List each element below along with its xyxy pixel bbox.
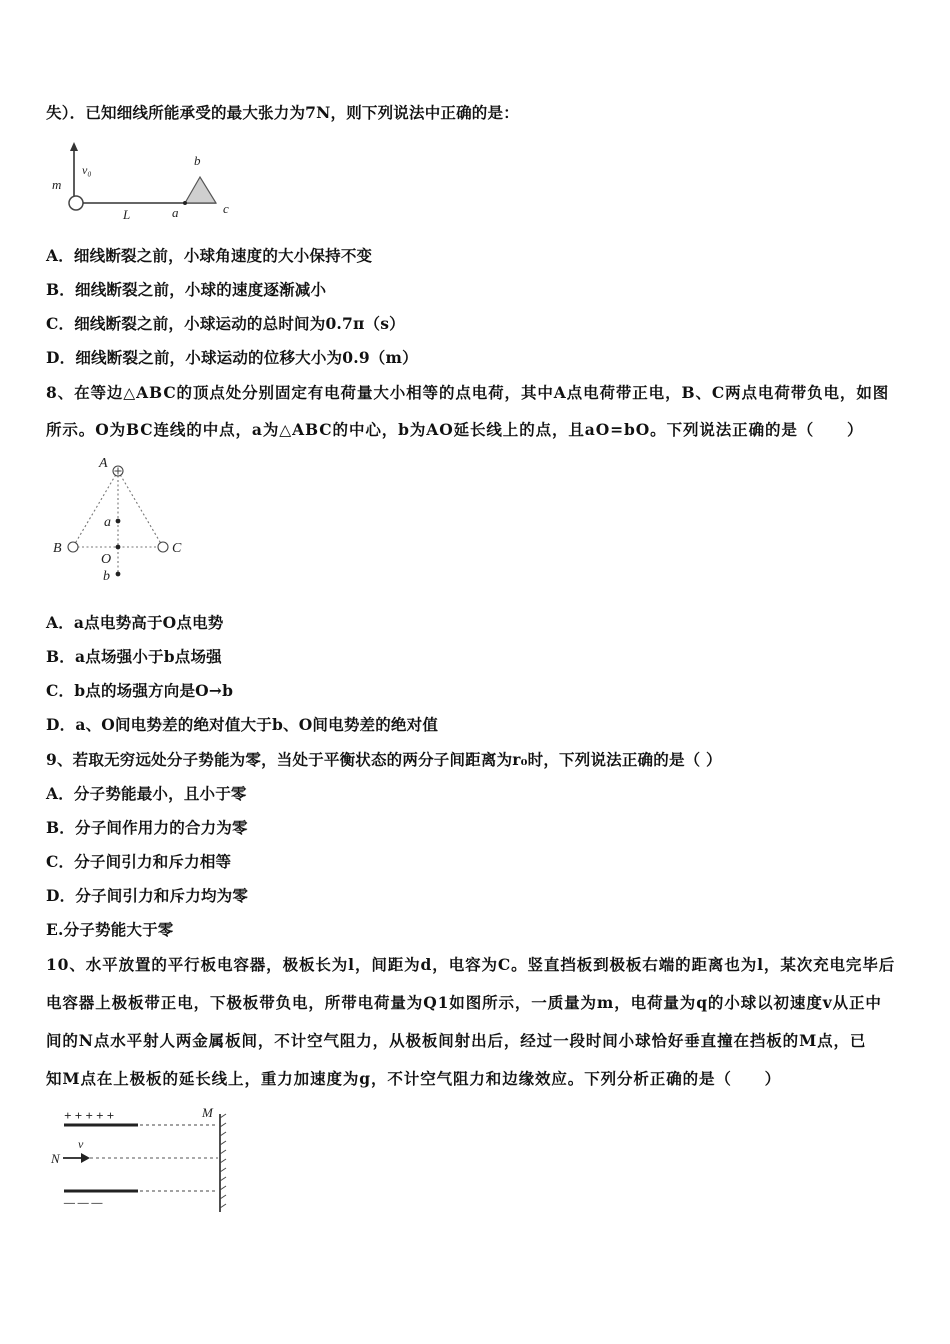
- q7-label-v0: v₀: [82, 163, 92, 177]
- q10-stem-line2: 电容器上极板带正电，下极板带负电，所带电荷量为Q1如图所示，一质量为m，电荷量为q的小球以初速度v从正中: [46, 993, 882, 1012]
- q8-option-a: A．a点电势高于O点电势: [46, 613, 224, 632]
- q7-label-a: a: [172, 205, 179, 220]
- q7-arrowhead-icon: [70, 142, 78, 151]
- q7-option-c: C．细线断裂之前，小球运动的总时间为0.7π（s）: [46, 314, 405, 333]
- q9-option-d: D．分子间引力和斥力均为零: [46, 886, 249, 905]
- q9-option-e: E.分子势能大于零: [46, 920, 174, 939]
- q10-arrowhead-icon: [81, 1153, 90, 1163]
- q8-label-A: A: [99, 456, 108, 471]
- q7-label-L: L: [123, 207, 131, 222]
- q9-stem: 9、若取无穷远处分子势能为零，当处于平衡状态的两分子间距离为r₀时，下列说法正确的是（ ）: [46, 750, 722, 769]
- q8-stem-line1: 8、在等边△ABC的顶点处分别固定有电荷量大小相等的点电荷，其中A点电荷带正电，B、C两点电荷带负电，如图: [46, 383, 890, 402]
- q9-option-c: C．分子间引力和斥力相等: [46, 852, 232, 871]
- q8-figure: [52, 454, 202, 589]
- q7-label-m: m: [52, 177, 62, 192]
- q10-label-N: N: [51, 1151, 60, 1166]
- q7-option-a: A．细线断裂之前，小球角速度的大小保持不变: [46, 246, 373, 265]
- q10-label-M: M: [202, 1105, 213, 1120]
- q9-option-b: B．分子间作用力的合力为零: [46, 818, 248, 837]
- q7-figure: [50, 140, 250, 225]
- q8-charge-b-negative: [68, 542, 78, 552]
- q7-ball: [69, 196, 83, 210]
- q10-wall-hatching: [220, 1114, 226, 1208]
- q10-stem-line4: 知M点在上极板的延长线上，重力加速度为g，不计空气阻力和边缘效应。下列分析正确的是（ ）: [46, 1069, 781, 1088]
- q8-label-b: b: [103, 569, 110, 584]
- q8-label-a: a: [104, 515, 111, 530]
- q8-stem-line2: 所示。O为BC连线的中点，a为△ABC的中心，b为AO延长线上的点，且aO=bO。下列说法正确的是（ ）: [46, 420, 864, 439]
- q7-label-b: b: [194, 153, 201, 168]
- q10-label-v: v: [78, 1137, 84, 1151]
- q8-label-C: C: [172, 541, 182, 556]
- q9-option-a: A．分子势能最小，且小于零: [46, 784, 247, 803]
- q7-stem-tail: 失）．已知细线所能承受的最大张力为7N，则下列说法中正确的是：: [46, 103, 519, 122]
- q7-triangle-peg: [185, 177, 216, 203]
- q8-option-c: C．b点的场强方向是O→b: [46, 681, 234, 700]
- q8-label-B: B: [53, 541, 62, 556]
- q10-bottom-charges: — — —: [64, 1197, 103, 1209]
- q10-figure: [50, 1102, 240, 1222]
- q10-top-charges: + + + + +: [64, 1108, 115, 1123]
- q8-option-d: D．a、O间电势差的绝对值大于b、O间电势差的绝对值: [46, 715, 439, 734]
- q8-charge-c-negative: [158, 542, 168, 552]
- q8-label-O: O: [101, 552, 112, 567]
- q7-option-d: D．细线断裂之前，小球运动的位移大小为0.9（m）: [46, 348, 418, 367]
- q10-stem-line1: 10、水平放置的平行板电容器，极板长为l，间距为d，电容为C。竖直挡板到极板右端的距离也为l，某次充电完毕后: [46, 955, 896, 974]
- q7-label-c: c: [223, 201, 229, 216]
- q10-stem-line3: 间的N点水平射人两金属板间，不计空气阻力，从极板间射出后，经过一段时间小球恰好垂直撞在挡板的M点，已: [46, 1031, 867, 1050]
- q7-option-b: B．细线断裂之前，小球的速度逐渐减小: [46, 280, 327, 299]
- q8-option-b: B．a点场强小于b点场强: [46, 647, 222, 666]
